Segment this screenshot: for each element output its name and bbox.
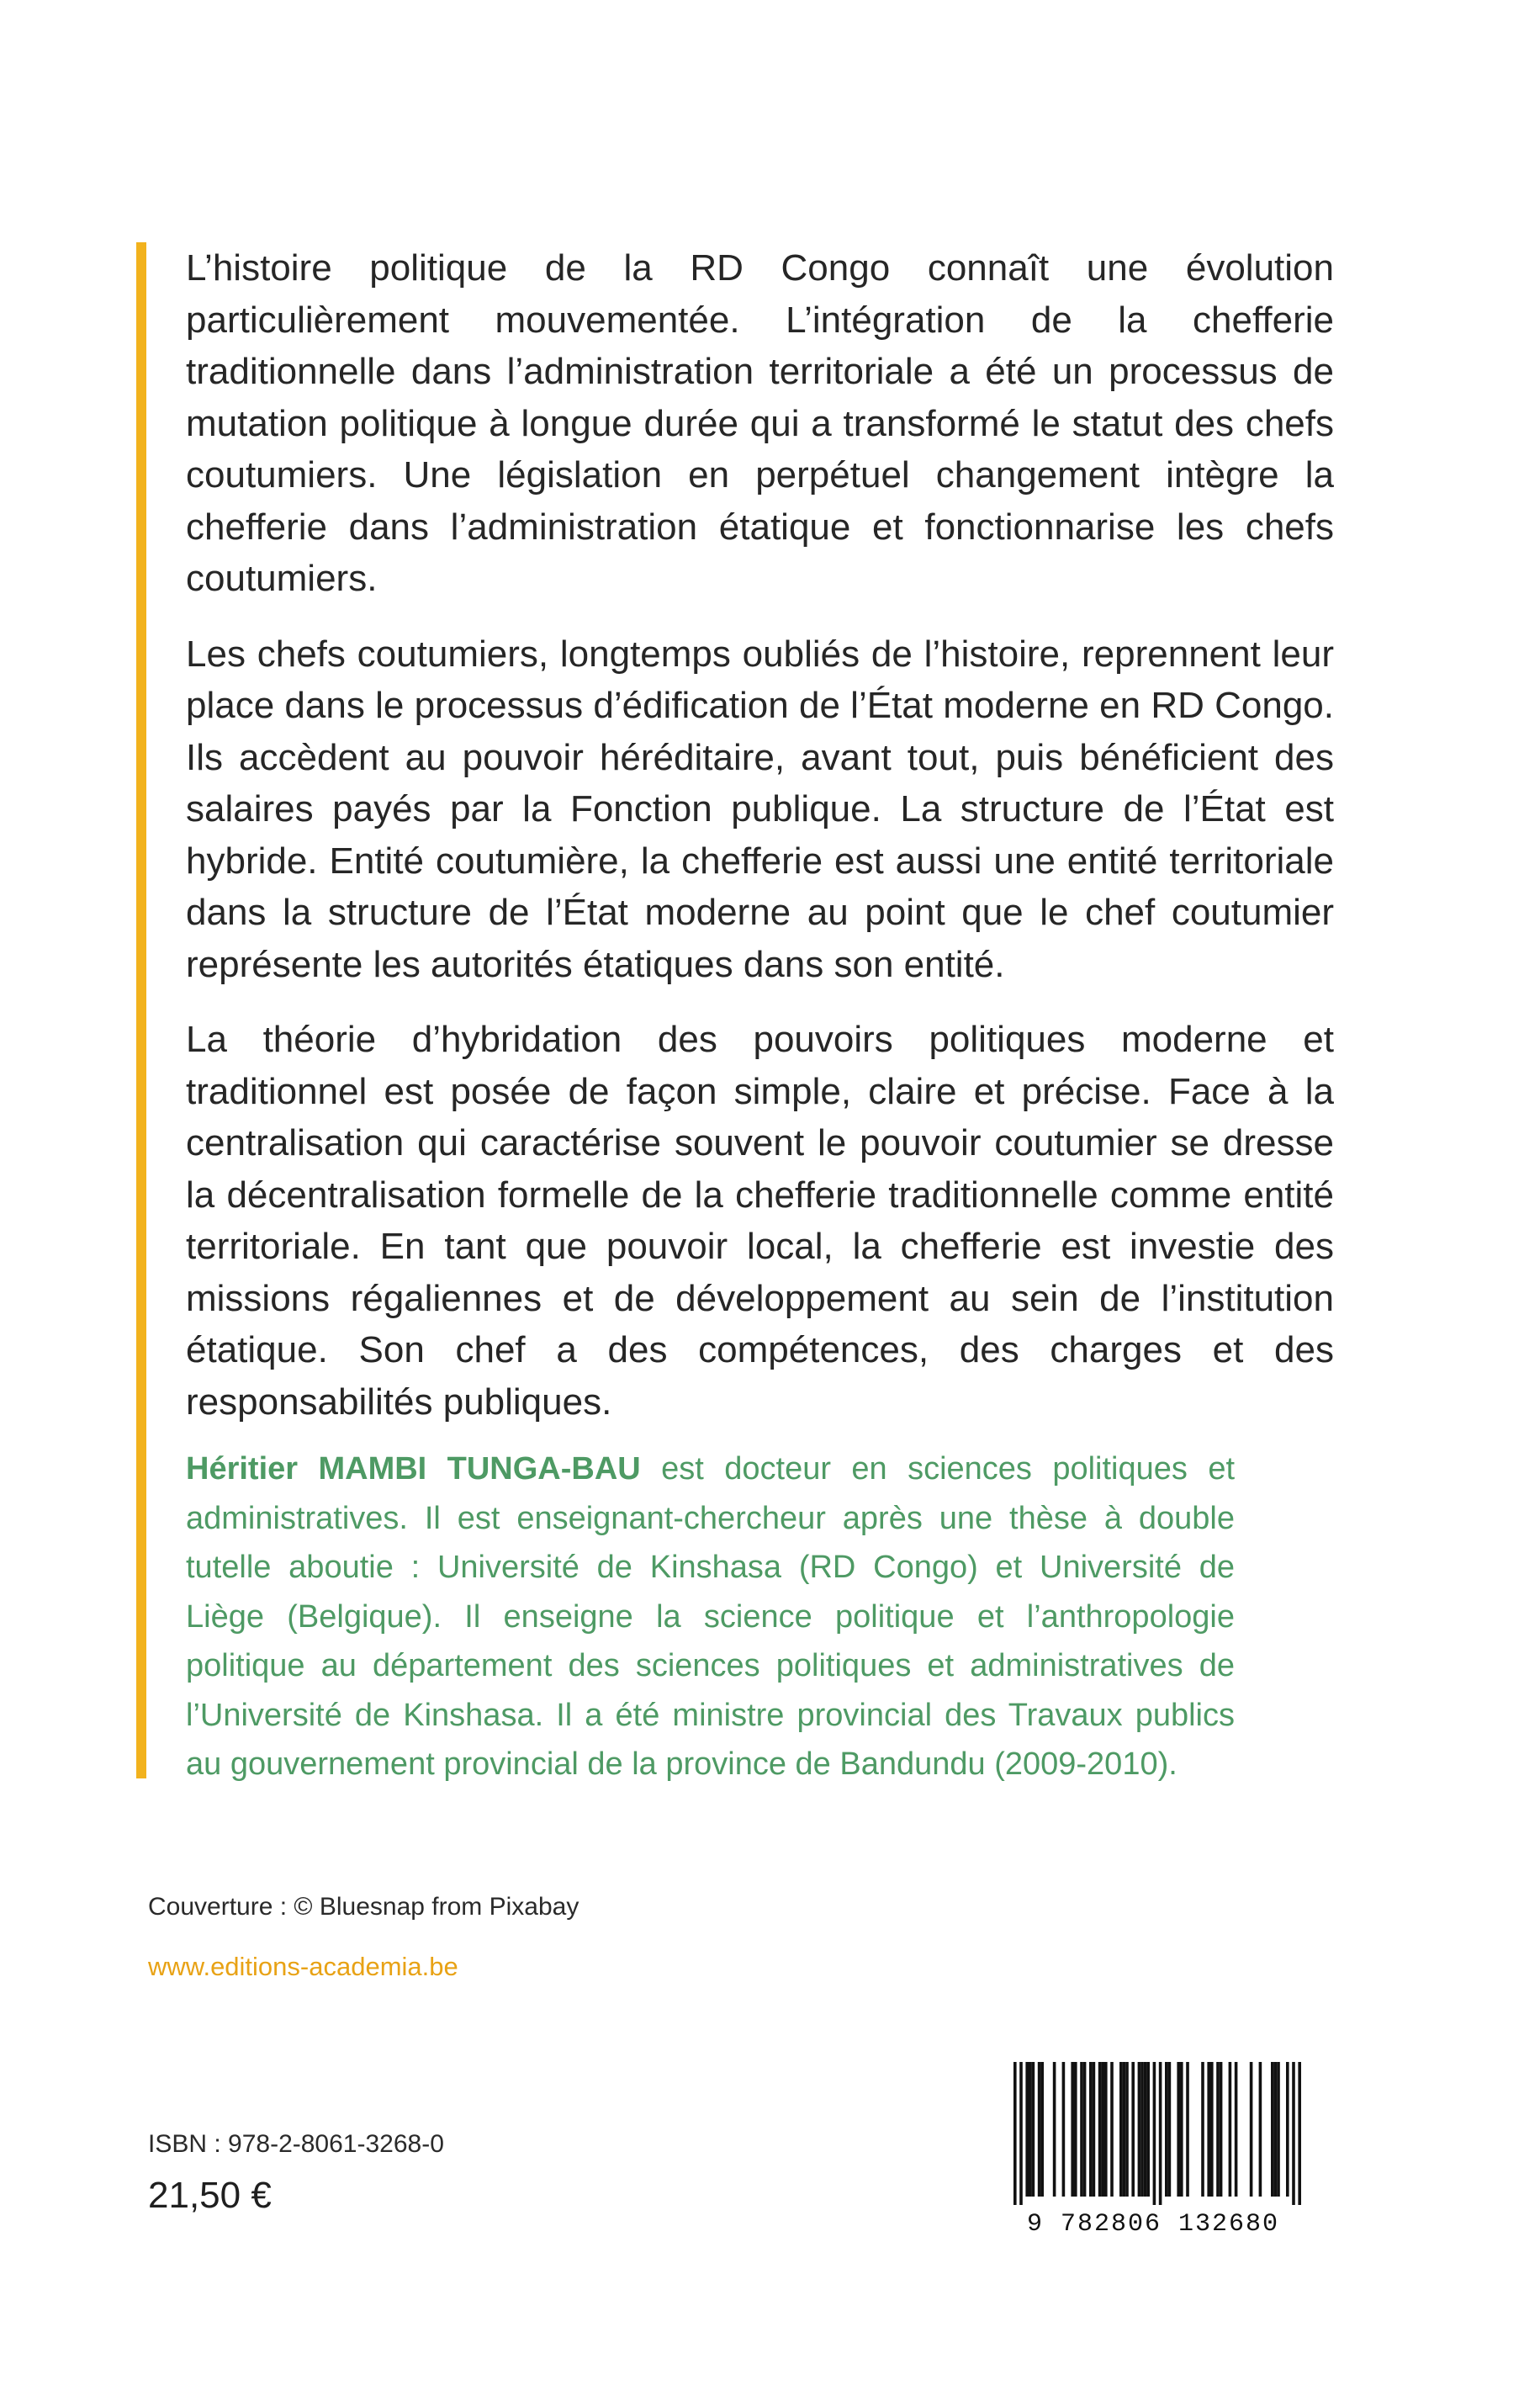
barcode-bar [1083, 2062, 1087, 2197]
publisher-website: www.editions-academia.be [148, 1952, 458, 1981]
barcode-bar [1180, 2062, 1183, 2197]
barcode-bar [1201, 2062, 1204, 2197]
barcode-bar [1146, 2062, 1150, 2197]
author-bio-text: est docteur en sciences politiques et administratives. Il est enseignant-chercheur après une thèse à double tutelle aboutie : Université de Kinshasa (RD Congo) et Université de Liège (Belgique). Il enseigne la science politique et l’anthropologie politique au département des sciences politiques et administratives de l’Université de Kinshasa. Il a été ministre provincial des Travaux publics au gouvernement provincial de la province de Bandundu (2009-2010). [186, 1451, 1236, 1782]
barcode-bar [1159, 2062, 1162, 2205]
blurb-paragraph-3: La théorie d’hybridation des pouvoirs politiques moderne et traditionnel est posée de façon simple, claire et précise. Face à la centralisation qui caractérise souvent le pouvoir coutumier se dresse la décentralisation formelle de la chefferie traditionnelle comme entité territoriale. En tant que pouvoir local, la chefferie est investie des missions régaliennes et de développement au sein de l’institution étatique. Son chef a des compétences, des charges et des responsabilités publiques. [186, 1019, 1334, 1423]
barcode-bar [1038, 2062, 1041, 2197]
barcode-bar [1123, 2062, 1126, 2197]
accent-bar [136, 242, 146, 1778]
barcode-bar [1274, 2062, 1278, 2197]
price: 21,50 € [148, 2175, 272, 2216]
barcode-bar [1207, 2062, 1210, 2197]
barcode-bar [1210, 2062, 1214, 2197]
barcode-bar [1019, 2062, 1023, 2205]
barcode-bar [1186, 2062, 1189, 2197]
barcode-bar [1125, 2062, 1129, 2197]
barcode-bar [1229, 2062, 1232, 2197]
barcode-bar [1053, 2062, 1056, 2197]
barcode-bar [1062, 2062, 1066, 2197]
barcode-bar [1220, 2062, 1223, 2197]
barcode-bar [1216, 2062, 1220, 2197]
barcode-bar [1235, 2062, 1238, 2197]
barcode-bar [1101, 2062, 1104, 2197]
barcode-bar [1144, 2062, 1147, 2197]
isbn-barcode [990, 2055, 1316, 2236]
author-name: Héritier MAMBI TUNGA-BAU [186, 1451, 641, 1487]
barcode-bar [1013, 2062, 1017, 2205]
barcode-bar [1074, 2062, 1077, 2197]
barcode-bar [1250, 2062, 1253, 2197]
barcode-bar [1040, 2062, 1044, 2197]
barcode-bar [1093, 2062, 1096, 2197]
barcode-bar [1138, 2062, 1141, 2197]
barcode-bar [1104, 2062, 1108, 2197]
barcode-bar [1259, 2062, 1262, 2197]
author-bio [186, 1444, 1235, 1789]
barcode-bar [1119, 2062, 1123, 2197]
barcode-bar [1140, 2062, 1144, 2197]
barcode-bar [1271, 2062, 1274, 2197]
barcode-bar [1292, 2062, 1295, 2205]
barcode-bar [1298, 2062, 1301, 2205]
isbn: ISBN : 978-2-8061-3268-0 [148, 2130, 444, 2158]
barcode-digits: 9 782806 132680 [1026, 2210, 1280, 2236]
barcode-bar [1071, 2062, 1074, 2197]
barcode-graphic [990, 2055, 1316, 2236]
back-cover-blurb [186, 242, 1334, 1451]
barcode-bar [1277, 2062, 1280, 2197]
blurb-paragraph-1: L’histoire politique de la RD Congo connaît une évolution particulièrement mouvementée. L’intégration de la chefferie traditionnelle dans l’administration territoriale a été un processus de mutation politique à longue durée qui a transformé le statut des chefs coutumiers. Une législation en perpétuel changement intègre la chefferie dans l’administration étatique et fonctionnarise les chefs coutumiers. [186, 247, 1334, 599]
barcode-bar [1080, 2062, 1083, 2197]
barcode-bar [1029, 2062, 1032, 2197]
barcode-bar [1168, 2062, 1172, 2197]
barcode-bar [1131, 2062, 1135, 2197]
blurb-paragraph-2: Les chefs coutumiers, longtemps oubliés de l’histoire, reprennent leur place dans le processus d’édification de l’État moderne en RD Congo. Ils accèdent au pouvoir héréditaire, avant tout, puis bénéficient des salaires payés par la Fonction publique. La structure de l’État est hybride. Entité coutumière, la chefferie est aussi une entité territoriale dans la structure de l’État moderne au point que le chef coutumier représente les autorités étatiques dans son entité. [186, 633, 1334, 985]
barcode-bar [1089, 2062, 1093, 2197]
barcode-bar [1286, 2062, 1289, 2197]
barcode-bar [1098, 2062, 1102, 2197]
barcode-bar [1032, 2062, 1035, 2197]
barcode-bar [1165, 2062, 1168, 2197]
barcode-bar [1177, 2062, 1180, 2197]
barcode-bar [1110, 2062, 1114, 2197]
barcode-bar [1153, 2062, 1156, 2205]
barcode-bar [1025, 2062, 1029, 2197]
cover-credit: Couverture : © Bluesnap from Pixabay [148, 1893, 579, 1921]
